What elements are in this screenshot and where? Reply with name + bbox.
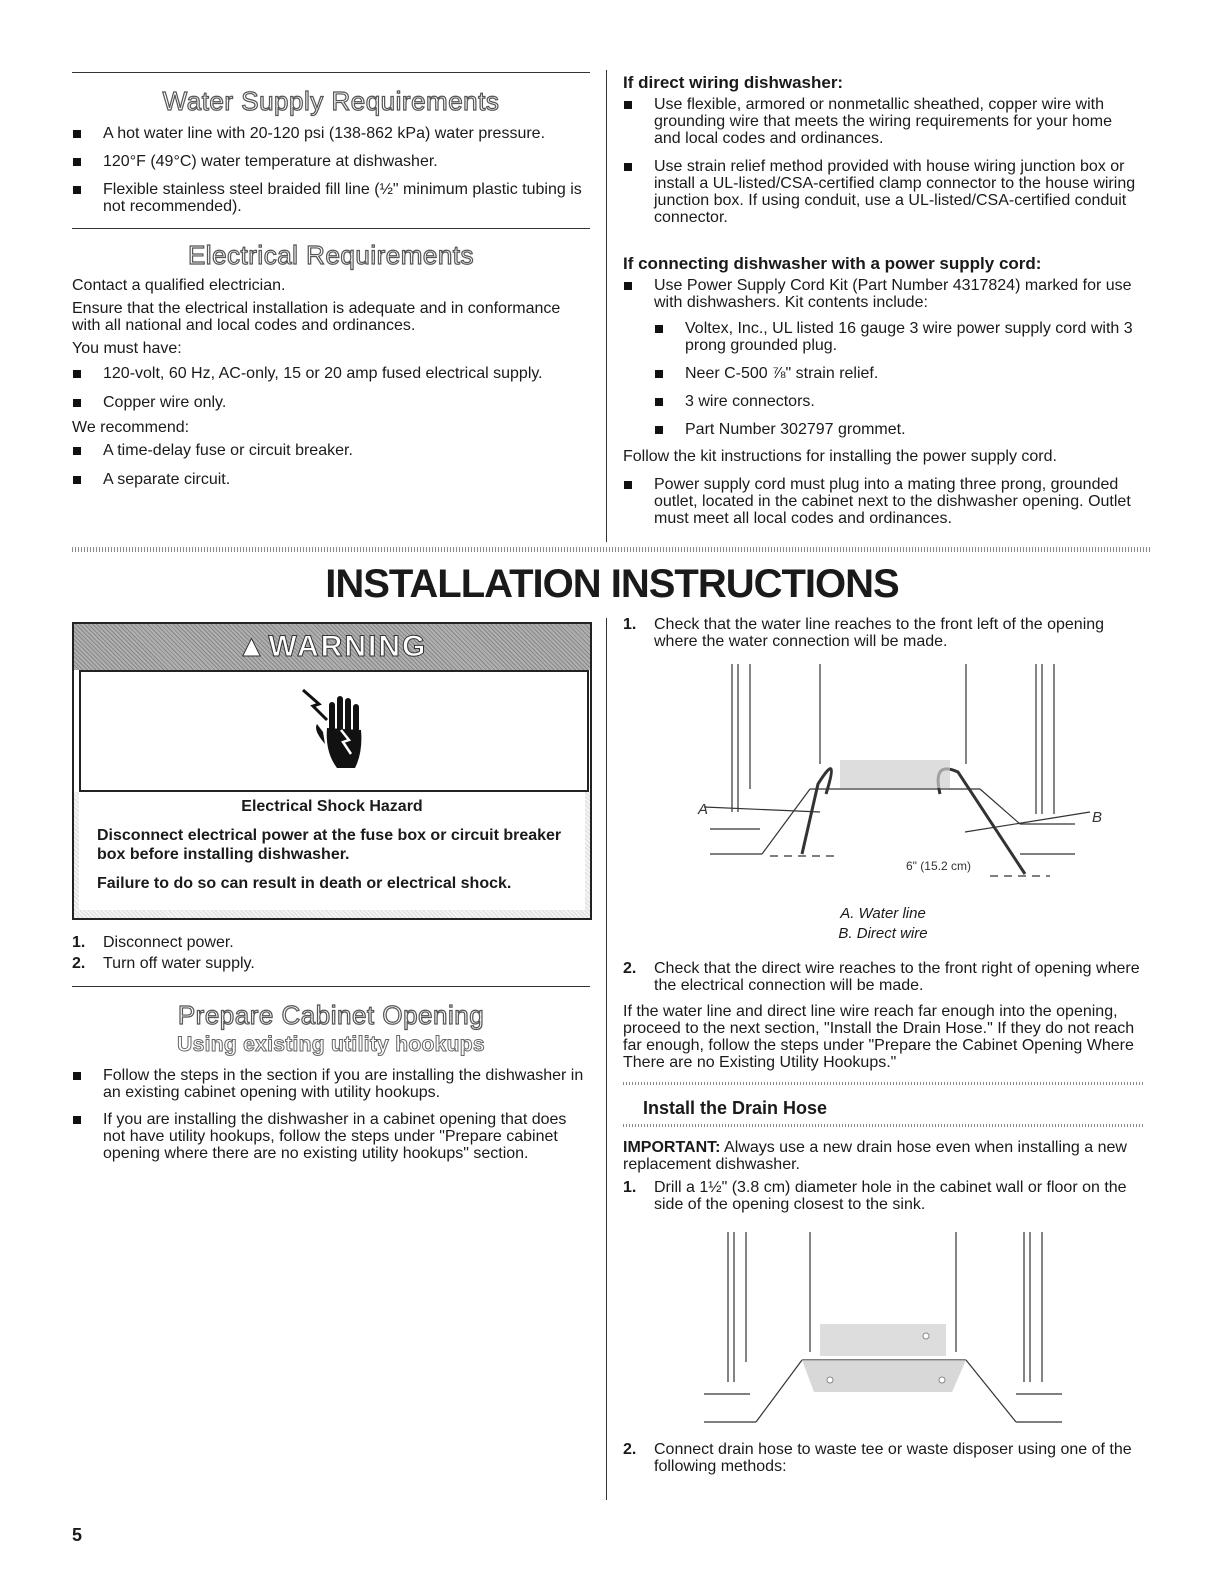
important-note: IMPORTANT: Always use a new drain hose even when installing a new replacement dishwasher. (623, 1139, 1127, 1173)
prepare-item: If you are installing the dishwasher in a cabinet opening that does not have utility hookups, follow the steps under "Prepare cabinet opening where there are no existing utility hookups" section. (72, 1111, 590, 1162)
water-line-diagram (690, 664, 1110, 884)
step-item: 1. Check that the water line reaches to the front left of the opening where the water connection will be made. (623, 616, 1105, 650)
recommend-item: A separate circuit. (72, 471, 590, 488)
warning-triangle-icon: ▲ (236, 630, 269, 663)
prepare-subtitle: Using existing utility hookups (177, 1033, 485, 1056)
electrical-p1: Contact a qualified electrician. (72, 277, 286, 294)
column-divider-top (606, 70, 607, 542)
power-cord-section (623, 254, 1143, 527)
left-steps (72, 934, 590, 972)
hatch-divider (72, 547, 1152, 552)
right-para: If the water line and direct line wire reach far enough into the opening, proceed to the next section, "Install the Drain Hose." If they do not reach far enough, follow the steps under "Prepare the Cabinet Opening Where There are no Existing Utility Hookups." (623, 1003, 1135, 1071)
water-supply-section (72, 86, 590, 215)
step-item: 1. Disconnect power. (72, 934, 234, 951)
step-item: 2. Check that the direct wire reaches to the front right of opening where the electrical connection will be made. (623, 960, 1140, 994)
kit-item: Voltex, Inc., UL listed 16 gauge 3 wire power supply cord with 3 prong grounded plug. (654, 320, 1143, 354)
prepare-section (72, 1000, 590, 1162)
electrical-p3: You must have: (72, 340, 182, 357)
direct-wiring-heading: If direct wiring dishwasher: (623, 73, 844, 92)
step-item: 1. Drill a 1½" (3.8 cm) diameter hole in the cabinet wall or floor on the side of the opening closest to the sink. (623, 1179, 1127, 1213)
water-item: 120°F (49°C) water temperature at dishwasher. (72, 153, 590, 170)
warning-header (74, 624, 590, 670)
warning-hazard: Electrical Shock Hazard (241, 798, 423, 815)
drain-body (623, 1139, 1143, 1213)
recommend-item: A time-delay fuse or circuit breaker. (72, 442, 590, 459)
electrical-p4: We recommend: (72, 419, 190, 436)
drain-hole-diagram (690, 1232, 1110, 1432)
warning-box (72, 622, 592, 920)
top-rule-left (72, 72, 590, 73)
column-divider-bottom (606, 618, 607, 1500)
drain-step2 (623, 1441, 1143, 1475)
kit-follow: Follow the kit instructions for installing the power supply cord. (623, 448, 1057, 465)
hatch-divider (623, 1124, 1143, 1127)
warning-icon-panel (79, 670, 589, 792)
electric-shock-hand-icon (81, 672, 587, 790)
electrical-title: Electrical Requirements (187, 240, 475, 270)
warning-line1: Disconnect electrical power at the fuse box or circuit breaker box before installing dishwasher. (97, 827, 562, 863)
must-item: Copper wire only. (72, 394, 590, 411)
warning-line2: Failure to do so can result in death or electrical shock. (97, 875, 512, 892)
section-rule (72, 228, 590, 229)
dimension-label: 6" (15.2 cm) (906, 859, 971, 873)
kit-item: Neer C-500 ⅞" strain relief. (654, 365, 1143, 382)
prepare-title: Prepare Cabinet Opening (177, 1000, 485, 1030)
must-item: 120-volt, 60 Hz, AC-only, 15 or 20 amp fused electrical supply. (72, 365, 590, 382)
water-item: A hot water line with 20-120 psi (138-862 kPa) water pressure. (72, 125, 590, 142)
label-a: A (698, 801, 709, 818)
electrical-section (72, 240, 590, 488)
section-rule (72, 986, 590, 987)
prepare-item: Follow the steps in the section if you are installing the dishwasher in an existing cabinet opening with utility hookups. (72, 1067, 590, 1101)
direct-wiring-item: Use flexible, armored or nonmetallic sheathed, copper wire with grounding wire that meets the wiring requirements for your home and local codes and ordinances. (623, 96, 1143, 147)
caption-b: B. Direct wire (838, 925, 928, 942)
water-supply-title: Water Supply Requirements (162, 86, 500, 116)
kit-item: Part Number 302797 grommet. (654, 421, 1143, 438)
direct-wiring-item: Use strain relief method provided with house wiring junction box or install a UL-listed/CSA-certified clamp connector to the house wiring junction box. If using conduit, use a UL-listed/CSA-certified conduit connector. (623, 158, 1143, 226)
warning-text-panel (74, 792, 590, 918)
kit-item: 3 wire connectors. (654, 393, 1143, 410)
warning-label: ▲WARNING (236, 630, 428, 663)
water-item: Flexible stainless steel braided fill line (½" minimum plastic tubing is not recommended). (72, 181, 590, 215)
drain-heading: Install the Drain Hose (643, 1098, 828, 1118)
power-cord-item: Use Power Supply Cord Kit (Part Number 4317824) marked for use with dishwashers. Kit contents include: (623, 277, 1143, 311)
hatch-divider (623, 1082, 1143, 1085)
step-item: 2. Connect drain hose to waste tee or waste disposer using one of the following methods: (623, 1441, 1132, 1475)
installation-title: INSTALLATION INSTRUCTIONS (325, 562, 899, 606)
label-b: B (1092, 809, 1103, 826)
right-step2 (623, 960, 1143, 1071)
power-cord-item: Power supply cord must plug into a mating three prong, grounded outlet, located in the cabinet next to the dishwasher opening. Outlet must meet all local codes and ordinances. (623, 476, 1143, 527)
page-number: 5 (72, 1525, 83, 1545)
power-cord-heading: If connecting dishwasher with a power supply cord: (623, 254, 1042, 273)
step-item: 2. Turn off water supply. (72, 955, 255, 972)
electrical-p2: Ensure that the electrical installation is adequate and in conformance with all national and local codes and ordinances. (72, 300, 561, 334)
caption-a: A. Water line (840, 905, 926, 922)
direct-wiring-section (623, 73, 1143, 226)
right-step1 (623, 616, 1143, 650)
figure-caption (623, 904, 1143, 944)
drain-section (623, 1098, 1143, 1119)
